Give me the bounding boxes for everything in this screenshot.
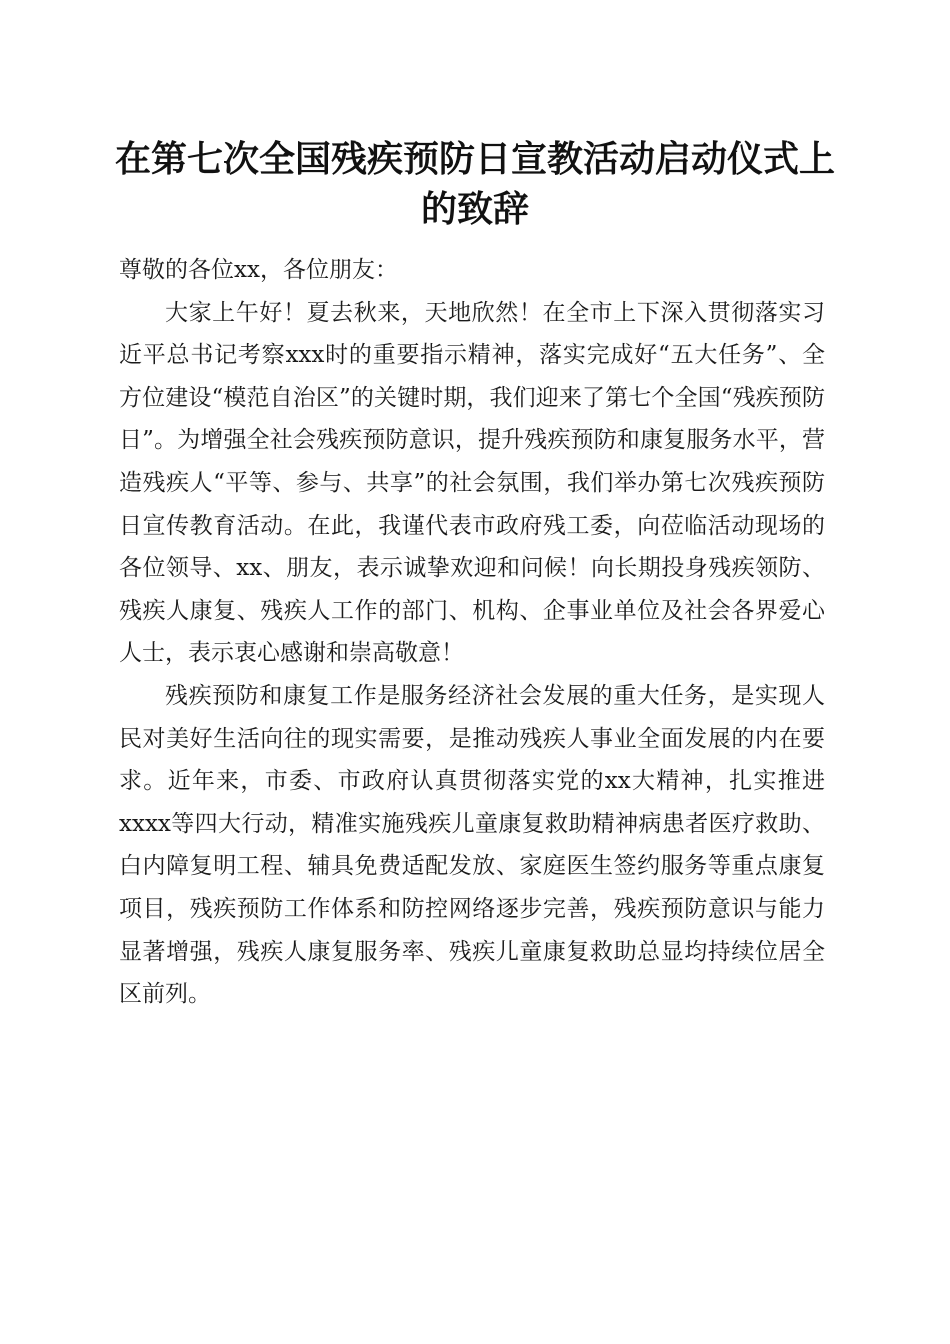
salutation: 尊敬的各位xx，各位朋友： (119, 257, 398, 283)
paragraph-1: 大家上午好！夏去秋来，天地欣然！在全市上下深入贯彻落实习近平总书记考察xxx时的重要指示精神，落实完成好“五大任务”、全方位建设“模范自治区”的关键时期，我们迎来了第七个全国“残疾预防日”。为增强全社会残疾预防意识，提升残疾预防和康复服务水平，营造残疾人“平等、参与、共享”的社会氛围，我们举办第七次残疾预防日宣传教育活动。在此，我谨代表市政府残工委，向莅临活动现场的各位领导、xx、朋友，表示诚挚欢迎和问候！向长期投身残疾领防、残疾人康复、残疾人工作的部门、机构、企事业单位及社会各界爱心人士，表示衷心感谢和崇高敬意！ (119, 299, 825, 667)
document-title: 在第七次全国残疾预防日宣教活动启动仪式上的致辞 (114, 138, 835, 230)
document-body (119, 249, 825, 1016)
paragraph-2: 残疾预防和康复工作是服务经济社会发展的重大任务，是实现人民对美好生活向往的现实需要，是推动残疾人事业全面发展的内在要求。近年来，市委、市政府认真贯彻落实党的xx大精神，扎实推进xxxx等四大行动，精准实施残疾儿童康复救助精神病患者医疗救助、白内障复明工程、辅具免费适配发放、家庭医生签约服务等重点康复项目，残疾预防工作体系和防控网络逐步完善，残疾预防意识与能力显著增强，残疾人康复服务率、残疾儿童康复救助总显均持续位居全区前列。 (119, 682, 825, 1008)
